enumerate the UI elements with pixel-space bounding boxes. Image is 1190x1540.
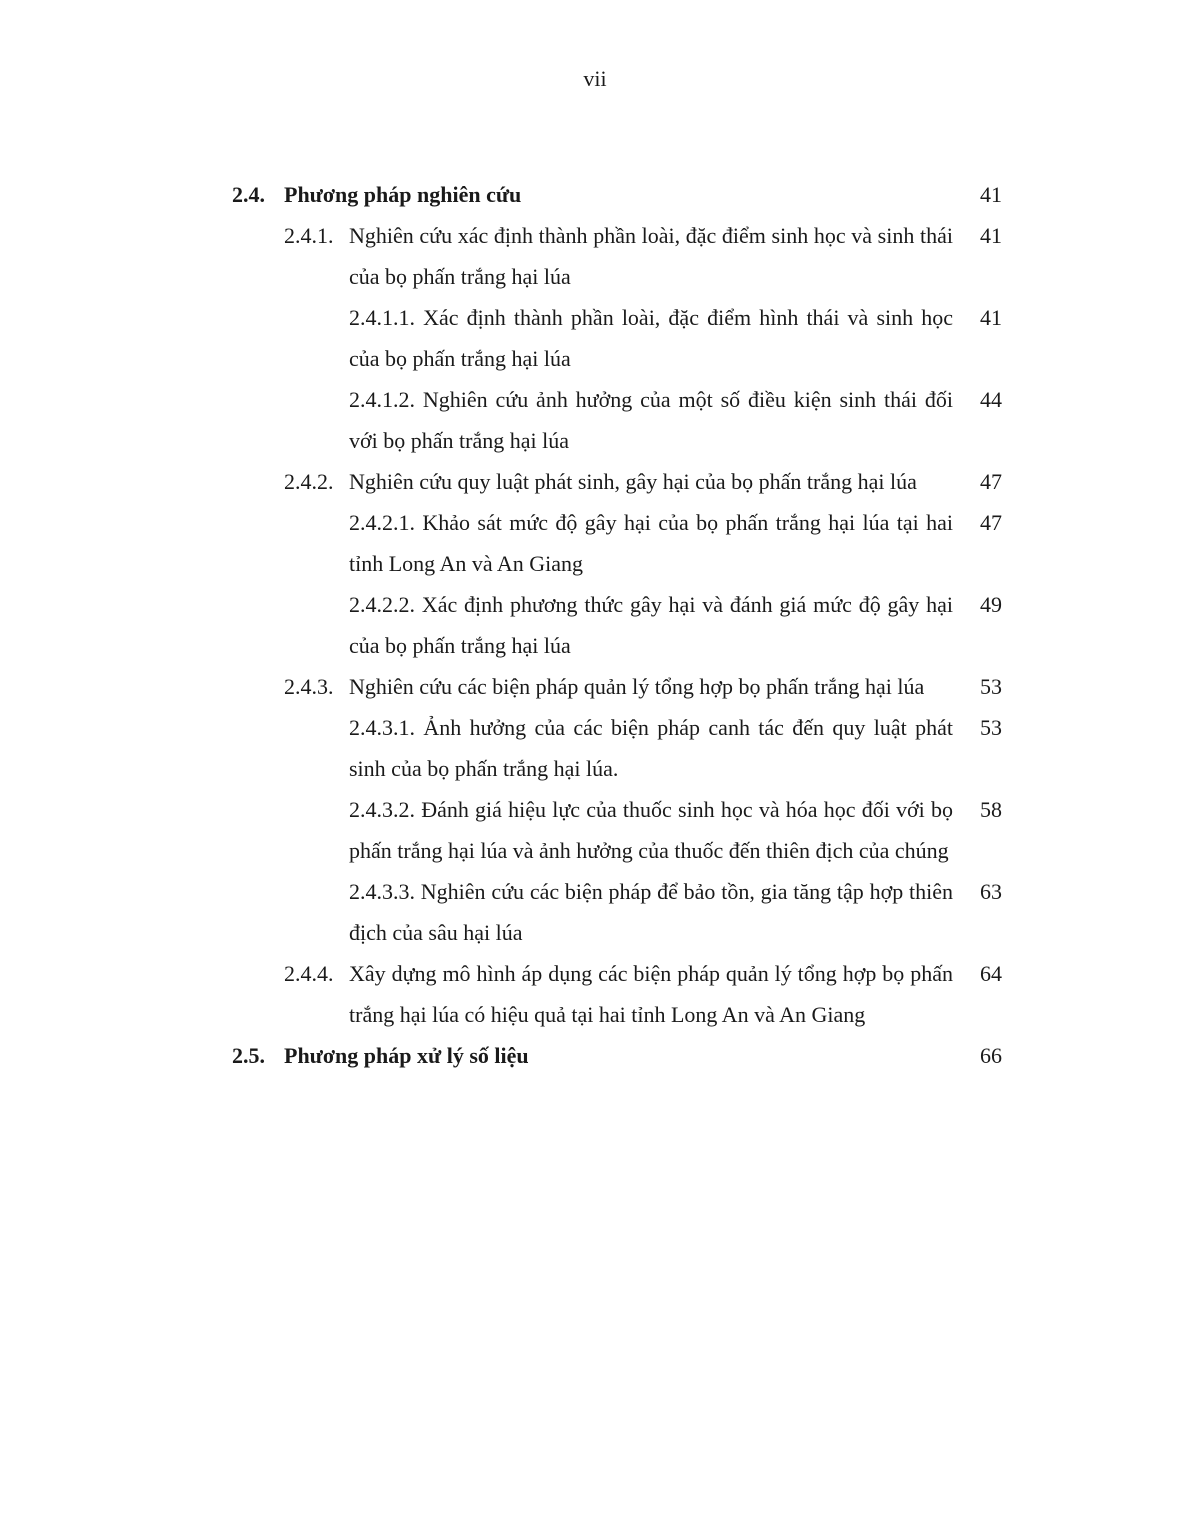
- toc-title: Xây dựng mô hình áp dụng các biện pháp quản lý tổng hợp bọ phấn trắng hại lúa có hiệu quả tại hai tỉnh Long An và An Giang: [349, 961, 953, 1027]
- toc-number: 2.4.1.1.: [349, 305, 415, 330]
- toc-entry-2-4-1[interactable]: [0, 215, 1190, 297]
- toc-entry-2-4-3-3[interactable]: [0, 871, 1190, 953]
- toc-title: Nghiên cứu các biện pháp quản lý tổng hợp bọ phấn trắng hại lúa: [349, 674, 925, 699]
- toc-number: 2.4.3.: [284, 674, 334, 699]
- toc-number: 2.4.: [232, 182, 265, 207]
- toc-title-text: Xác định phương thức gây hại và đánh giá mức độ gây hại của bọ phấn trắng hại lúa: [349, 592, 953, 658]
- toc-title: [349, 584, 953, 666]
- toc-page-number: 64: [980, 961, 1002, 986]
- toc-number: 2.4.3.2.: [349, 797, 415, 822]
- toc-title-text: Nghiên cứu ảnh hưởng của một số điều kiện sinh thái đối với bọ phấn trắng hại lúa: [349, 387, 954, 453]
- toc-page-number: 53: [980, 674, 1002, 699]
- toc-title: [349, 502, 953, 584]
- toc-entry-2-4-4[interactable]: [0, 953, 1190, 1035]
- toc-entry-2-4-2-2[interactable]: [0, 584, 1190, 666]
- toc-title: Phương pháp nghiên cứu: [284, 182, 522, 207]
- toc-number: 2.4.4.: [284, 961, 334, 986]
- toc-number: 2.5.: [232, 1043, 265, 1068]
- toc-title: Phương pháp xử lý số liệu: [284, 1043, 529, 1068]
- toc-entry-2-4-3[interactable]: [0, 666, 1190, 707]
- toc-page-number: 66: [980, 1043, 1002, 1068]
- toc-entry-2-4-2[interactable]: [0, 461, 1190, 502]
- toc-title-text: Xác định thành phần loài, đặc điểm hình thái và sinh học của bọ phấn trắng hại lúa: [349, 305, 954, 371]
- toc-page-number: 44: [980, 387, 1002, 412]
- toc-title: [349, 871, 953, 953]
- toc-page-number: 41: [980, 305, 1002, 330]
- toc-page-number: 53: [980, 715, 1002, 740]
- toc-title: Nghiên cứu quy luật phát sinh, gây hại của bọ phấn trắng hại lúa: [349, 469, 917, 494]
- toc-number: 2.4.1.2.: [349, 387, 415, 412]
- toc-page-number: 58: [980, 797, 1002, 822]
- toc-page-number: 47: [980, 469, 1002, 494]
- toc-title-text: Đánh giá hiệu lực của thuốc sinh học và hóa học đối với bọ phấn trắng hại lúa và ảnh hưởng của thuốc đến thiên địch của chúng: [349, 797, 953, 863]
- toc-title-text: Ảnh hưởng của các biện pháp canh tác đến quy luật phát sinh của bọ phấn trắng hại lúa.: [349, 715, 953, 781]
- toc-number: 2.4.1.: [284, 223, 334, 248]
- toc-entry-2-4-1-2[interactable]: [0, 379, 1190, 461]
- toc-page-number: 41: [980, 182, 1002, 207]
- toc-entry-2-4-1-1[interactable]: [0, 297, 1190, 379]
- toc-title: [349, 297, 953, 379]
- toc-title: [349, 379, 953, 461]
- toc-number: 2.4.2.2.: [349, 592, 415, 617]
- toc-number: 2.4.3.1.: [349, 715, 415, 740]
- toc-title: [349, 789, 953, 871]
- toc-title-text: Nghiên cứu các biện pháp để bảo tồn, gia tăng tập hợp thiên địch của sâu hại lúa: [349, 879, 953, 945]
- toc-entry-2-4-2-1[interactable]: [0, 502, 1190, 584]
- toc-entry-2-5[interactable]: [0, 1035, 1190, 1076]
- toc-title: [349, 707, 953, 789]
- toc-entry-2-4[interactable]: [0, 174, 1190, 215]
- toc-title-text: Khảo sát mức độ gây hại của bọ phấn trắng hại lúa tại hai tỉnh Long An và An Giang: [349, 510, 954, 576]
- toc-title: Nghiên cứu xác định thành phần loài, đặc điểm sinh học và sinh thái của bọ phấn trắng hại lúa: [349, 223, 953, 289]
- toc-page-number: 63: [980, 879, 1002, 904]
- toc-number: 2.4.2.: [284, 469, 334, 494]
- toc-entry-2-4-3-1[interactable]: [0, 707, 1190, 789]
- page-number: vii: [583, 66, 607, 91]
- table-of-contents: [0, 174, 1190, 1076]
- toc-page-number: 47: [980, 510, 1002, 535]
- toc-page-number: 49: [980, 592, 1002, 617]
- toc-entry-2-4-3-2[interactable]: [0, 789, 1190, 871]
- toc-number: 2.4.2.1.: [349, 510, 415, 535]
- toc-page-number: 41: [980, 223, 1002, 248]
- toc-number: 2.4.3.3.: [349, 879, 415, 904]
